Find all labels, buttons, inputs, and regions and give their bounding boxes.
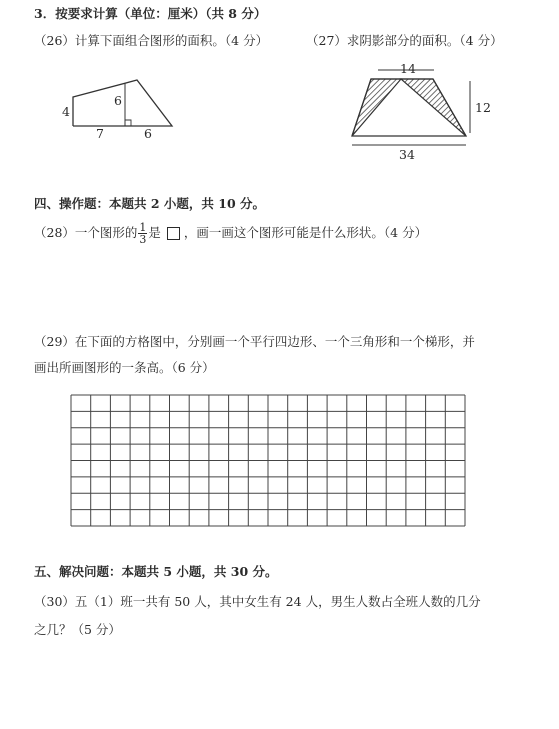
question-30-line2: 之几？（5 分） — [34, 622, 121, 637]
fig27-height: 12 — [475, 100, 491, 115]
fig27-bottom: 34 — [399, 147, 415, 162]
fig26-bottom-right: 6 — [144, 126, 152, 141]
q28-prefix: （28）一个图形的 — [34, 225, 138, 240]
section4-title: 四、操作题：本题共 2 小题，共 10 分。 — [34, 196, 266, 211]
question-30-line1: （30）五（1）班一共有 50 人，其中女生有 24 人，男生人数占全班人数的几分 — [34, 594, 481, 609]
fraction-numerator: 1 — [139, 221, 147, 234]
q28-suffix: ，画一画这个图形可能是什么形状。（4 分） — [183, 225, 428, 240]
section3-title: 3．按要求计算（单位：厘米）（共 8 分） — [34, 6, 267, 21]
fig26-bottom-left: 7 — [96, 126, 104, 141]
question-29-line1: （29）在下面的方格图中，分别画一个平行四边形、一个三角形和一个梯形，并 — [34, 334, 475, 349]
fig26-left-height: 4 — [62, 104, 70, 119]
fig27-top: 14 — [400, 61, 416, 76]
q28-is: 是 — [148, 225, 161, 240]
question-27: （27）求阴影部分的面积。（4 分） — [306, 33, 503, 48]
question-26: （26）计算下面组合图形的面积。（4 分） — [34, 33, 269, 48]
section5-title: 五、解决问题：本题共 5 小题，共 30 分。 — [34, 564, 278, 579]
question-29-line2: 画出所画图形的一条高。（6 分） — [34, 360, 215, 375]
fraction-denominator: 3 — [139, 233, 147, 246]
fig26-trap-height: 6 — [114, 93, 122, 108]
